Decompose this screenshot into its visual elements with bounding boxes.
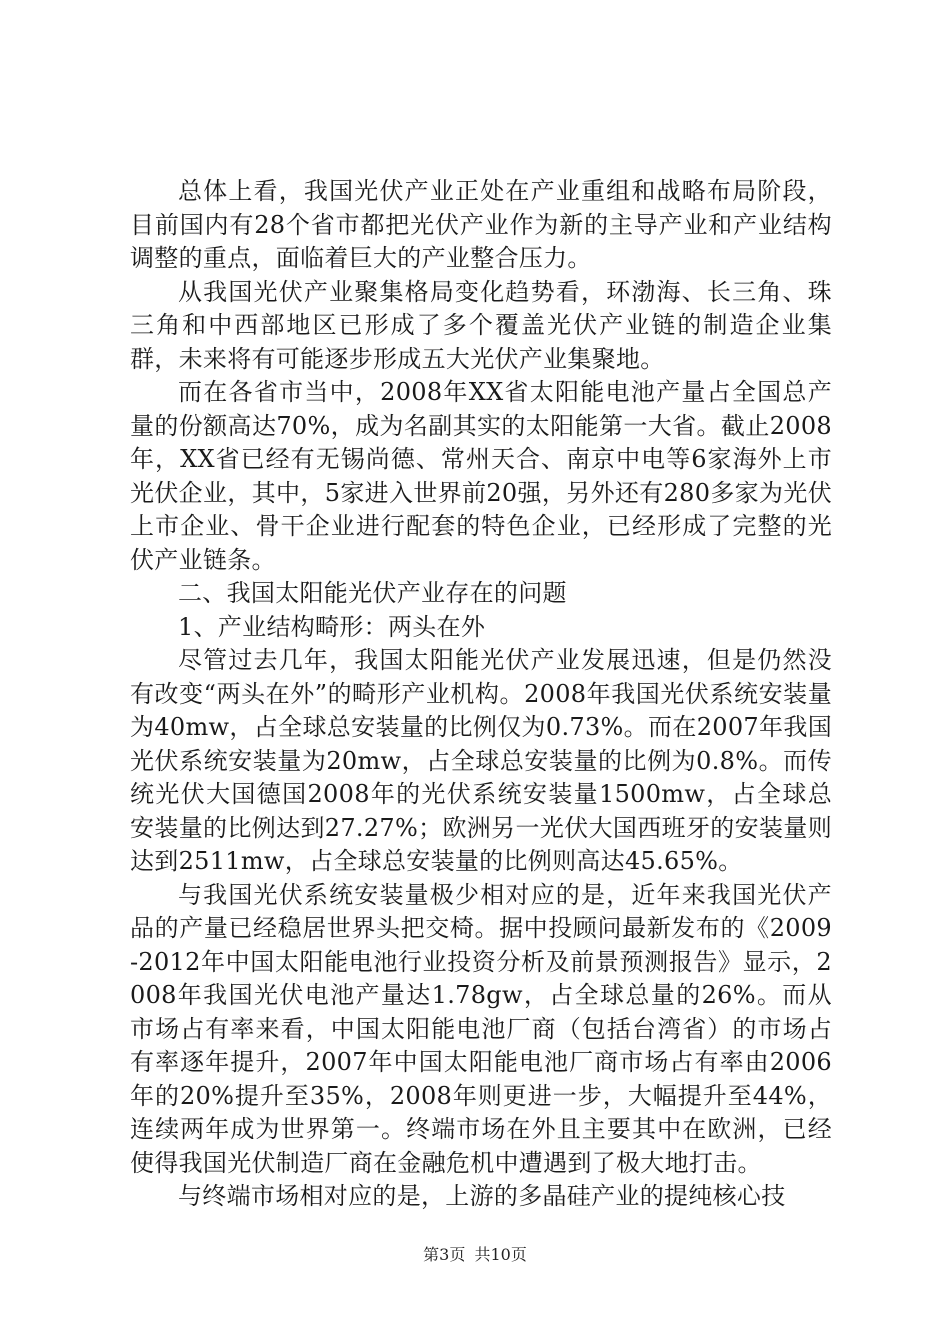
paragraph-upstream: 与终端市场相对应的是，上游的多晶硅产业的提纯核心技	[178, 1182, 786, 1210]
paragraph-cluster-trend: 从我国光伏产业聚集格局变化趋势看，环渤海、长三角、珠三角和中西部地区已形成了多个覆盖光伏产业链的制造企业集群，未来将有可能逐步形成五大光伏产业集聚地。	[130, 277, 832, 373]
page-total: 共10页	[474, 1245, 527, 1264]
paragraph-provinces: 而在各省市当中，2008年XX省太阳能电池产量占全国总产量的份额高达70%，成为名副其实的太阳能第一大省。截止2008年，XX省已经有无锡尚德、常州天合、南京中电等6家海外上市光伏企业，其中，5家进入世界前20强，另外还有280多家为光伏上市企业、骨干企业进行配套的特色企业，已经形成了完整的光伏产业链条。	[130, 378, 832, 574]
paragraph-installation: 尽管过去几年，我国太阳能光伏产业发展迅速，但是仍然没有改变“两头在外”的畸形产业机构。2008年我国光伏系统安装量为40mw，占全球总安装量的比例仅为0.73%。而在2007年我国光伏系统安装量为20mw，占全球总安装量的比例为0.8%。而传统光伏大国德国2008年的光伏系统安装量1500mw，占全球总安装量的比例达到27.27%；欧洲另一光伏大国西班牙的安装量则达到2511mw，占全球总安装量的比例则高达45.65%。	[130, 646, 832, 875]
document-body	[130, 175, 832, 1214]
paragraph-overview: 总体上看，我国光伏产业正处在产业重组和战略布局阶段，目前国内有28个省市都把光伏产业作为新的主导产业和产业结构调整的重点，面临着巨大的产业整合压力。	[130, 177, 832, 272]
paragraph-production: 与我国光伏系统安装量极少相对应的是，近年来我国光伏产品的产量已经稳居世界头把交椅。据中投顾问最新发布的《2009-2012年中国太阳能电池行业投资分析及前景预测报告》显示，2008年我国光伏电池产量达1.78gw，占全球总量的26%。而从市场占有率来看，中国太阳能电池厂商（包括台湾省）的市场占有率逐年提升，2007年中国太阳能电池厂商市场占有率由2006年的20%提升至35%，2008年则更进一步，大幅提升至44%，连续两年成为世界第一。终端市场在外且主要其中在欧洲，已经使得我国光伏制造厂商在金融危机中遭遇到了极大地打击。	[130, 880, 832, 1177]
page-footer	[0, 1242, 950, 1265]
page-number: 第3页	[423, 1245, 466, 1264]
subsection-heading: 1、产业结构畸形：两头在外	[178, 612, 486, 641]
section-heading: 二、我国太阳能光伏产业存在的问题	[178, 579, 567, 607]
